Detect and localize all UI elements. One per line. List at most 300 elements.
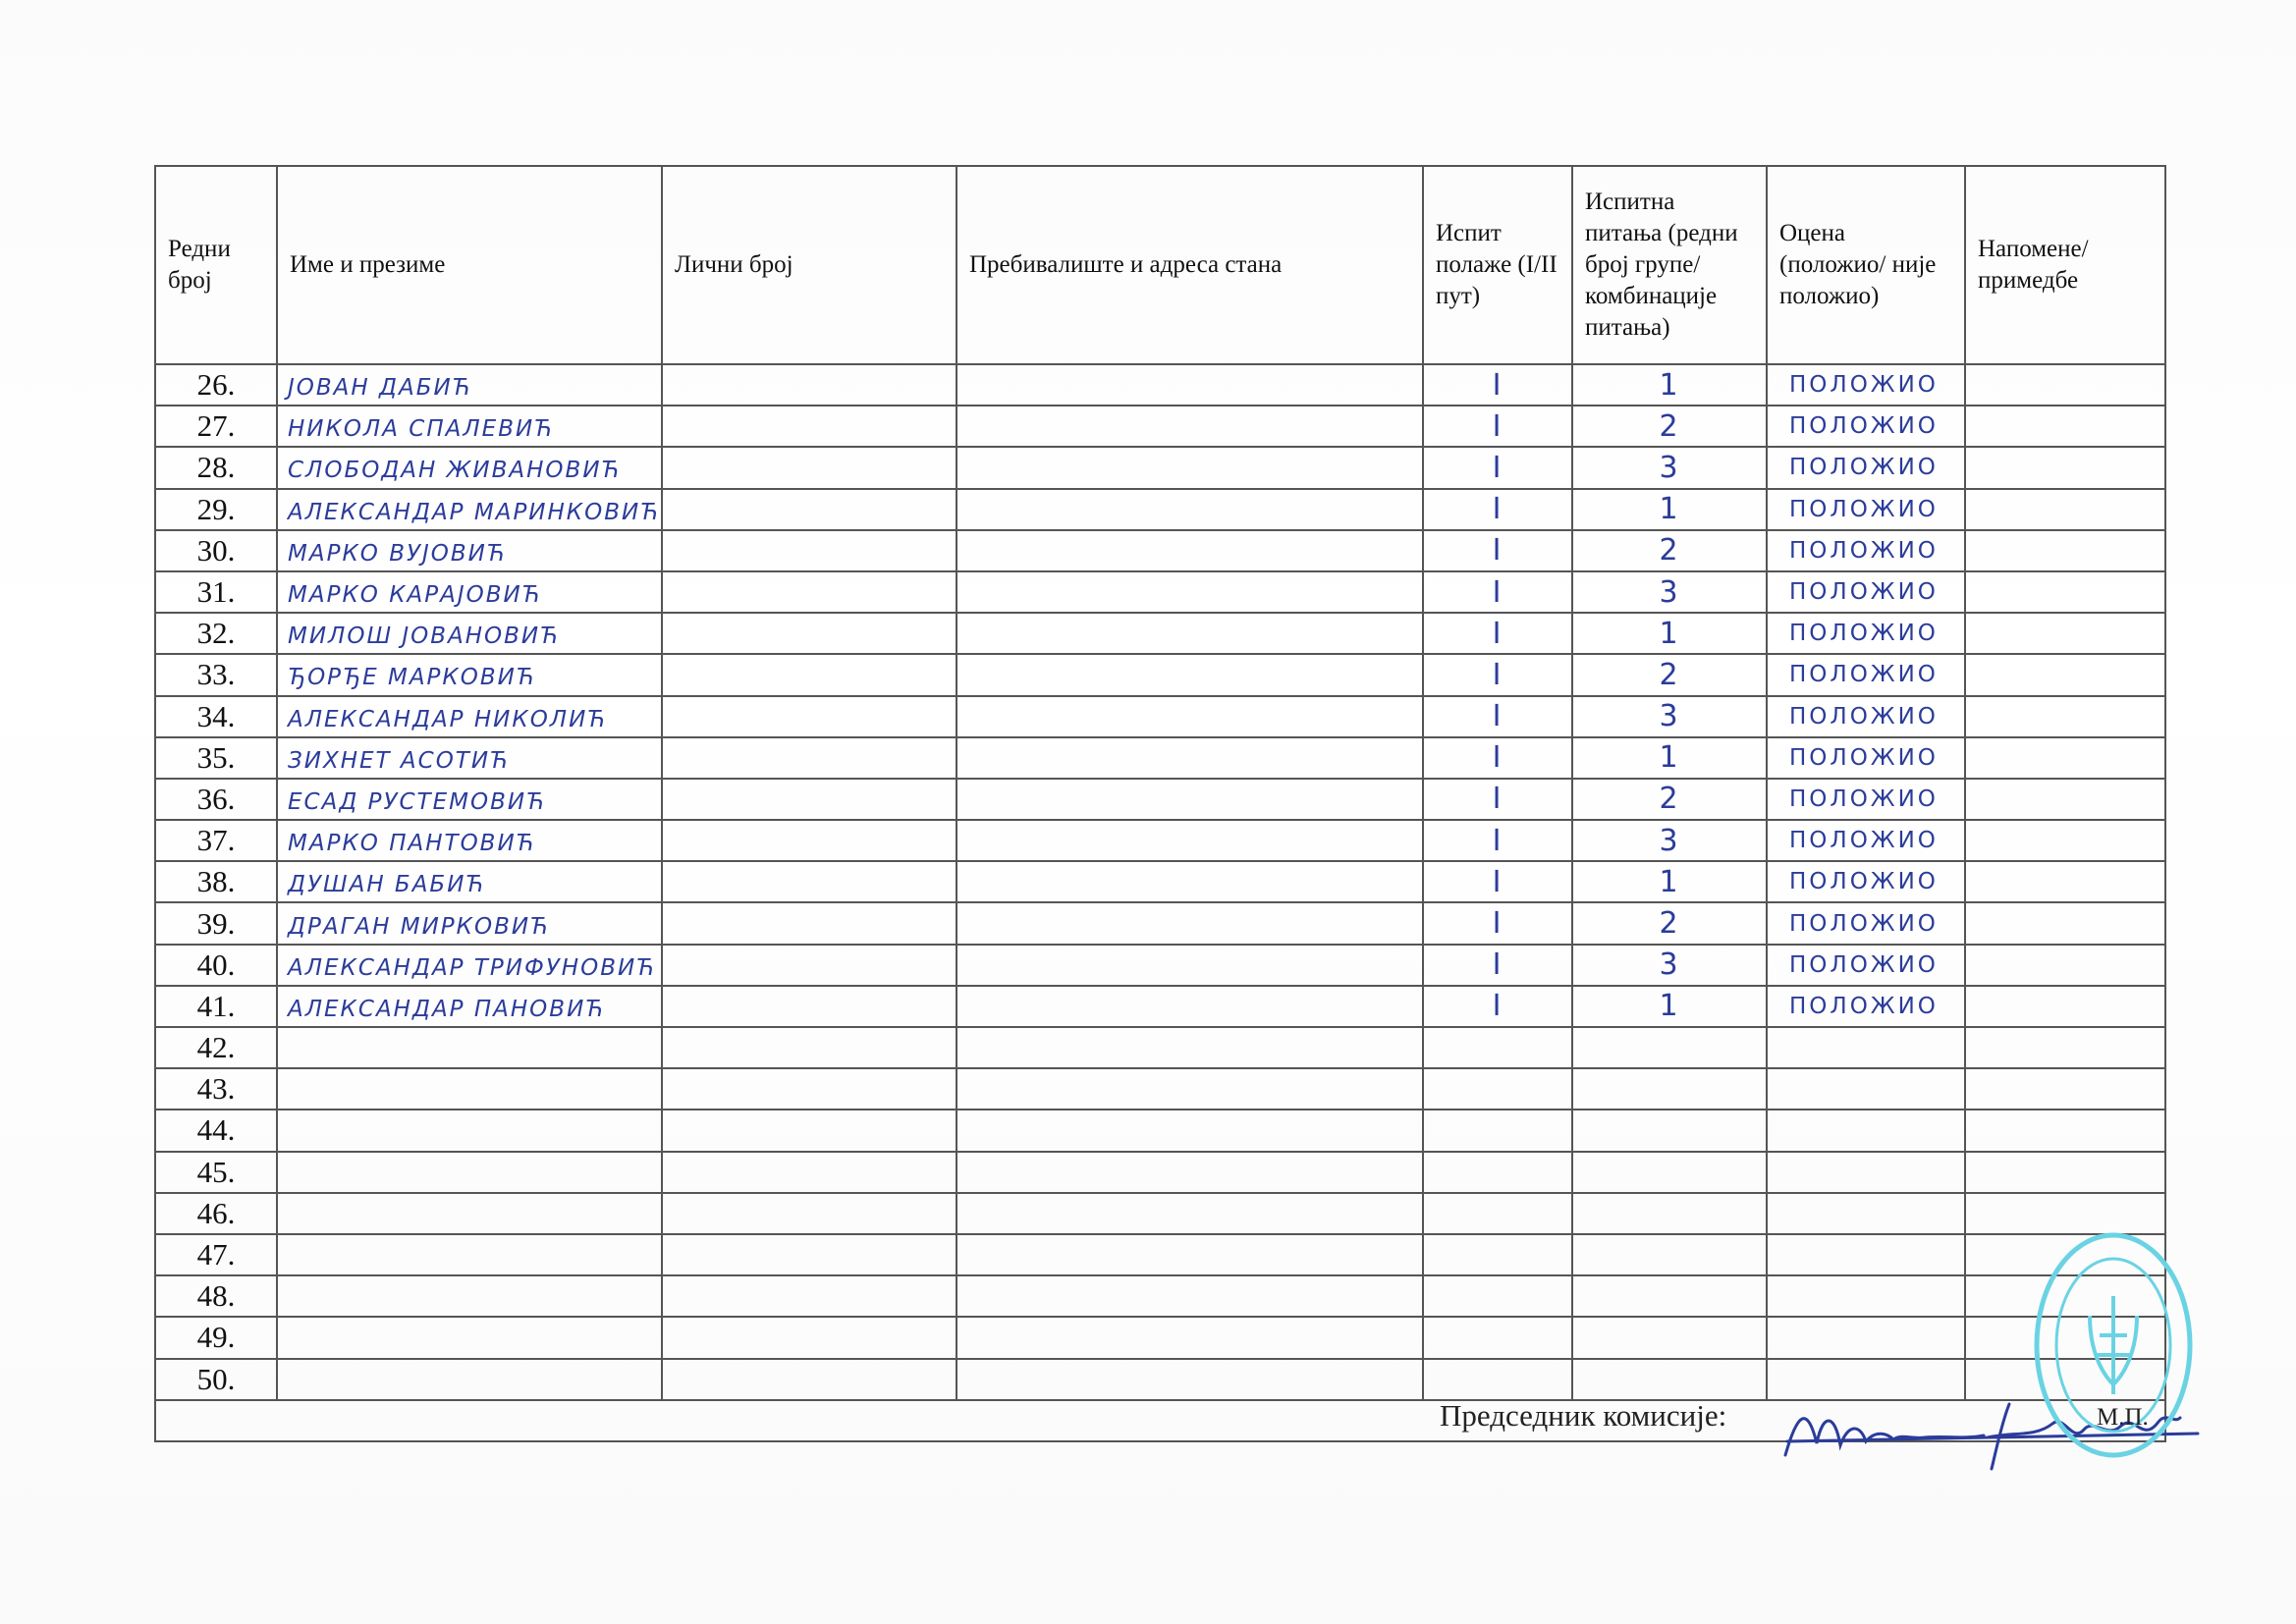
register-rows bbox=[155, 364, 2165, 1400]
exam-attempt bbox=[1423, 571, 1572, 613]
question-group bbox=[1572, 1275, 1767, 1317]
exam-attempt-handwriting: I bbox=[1492, 906, 1503, 942]
address bbox=[957, 737, 1423, 779]
address bbox=[957, 1317, 1423, 1358]
student-name bbox=[277, 489, 662, 530]
question-group bbox=[1572, 1110, 1767, 1151]
student-name bbox=[277, 820, 662, 861]
table-row bbox=[155, 1027, 2165, 1068]
question-group bbox=[1572, 1317, 1767, 1358]
table-row bbox=[155, 986, 2165, 1027]
exam-attempt-handwriting: I bbox=[1492, 533, 1503, 568]
personal-id bbox=[662, 654, 957, 695]
personal-id bbox=[662, 820, 957, 861]
exam-attempt-handwriting: I bbox=[1492, 782, 1503, 817]
notes bbox=[1965, 654, 2165, 695]
col-header-notes: Напомене/ примедбе bbox=[1965, 166, 2165, 364]
grade-handwriting: ПОЛОЖИО bbox=[1789, 744, 1939, 771]
student-name-handwriting bbox=[278, 1286, 288, 1312]
grade bbox=[1767, 1152, 1965, 1193]
question-group bbox=[1572, 986, 1767, 1027]
personal-id bbox=[662, 406, 957, 447]
question-group-handwriting: 3 bbox=[1659, 450, 1680, 485]
col-header-grade: Оцена (положио/ није положио) bbox=[1767, 166, 1965, 364]
table-row bbox=[155, 1068, 2165, 1110]
student-name bbox=[277, 406, 662, 447]
student-name bbox=[277, 1152, 662, 1193]
question-group bbox=[1572, 779, 1767, 820]
grade bbox=[1767, 696, 1965, 737]
row-number: 41. bbox=[155, 986, 277, 1027]
address bbox=[957, 1110, 1423, 1151]
exam-attempt bbox=[1423, 530, 1572, 571]
grade bbox=[1767, 530, 1965, 571]
student-name bbox=[277, 1193, 662, 1234]
exam-register-table bbox=[154, 165, 2166, 1442]
student-name bbox=[277, 737, 662, 779]
grade bbox=[1767, 1234, 1965, 1275]
question-group-handwriting: 2 bbox=[1659, 782, 1680, 817]
question-group bbox=[1572, 364, 1767, 406]
table-row bbox=[155, 447, 2165, 488]
personal-id bbox=[662, 364, 957, 406]
student-name-handwriting bbox=[278, 1245, 288, 1271]
question-group-handwriting: 2 bbox=[1659, 533, 1680, 568]
question-group-handwriting: 1 bbox=[1659, 367, 1680, 403]
student-name bbox=[277, 447, 662, 488]
exam-attempt-handwriting: I bbox=[1492, 989, 1503, 1024]
address bbox=[957, 1027, 1423, 1068]
chair-label: Председник комисије: bbox=[1440, 1398, 1727, 1433]
question-group-handwriting: 2 bbox=[1659, 657, 1680, 692]
question-group bbox=[1572, 571, 1767, 613]
student-name bbox=[277, 1317, 662, 1358]
personal-id bbox=[662, 447, 957, 488]
grade bbox=[1767, 820, 1965, 861]
grade-handwriting: ПОЛОЖИО bbox=[1789, 496, 1939, 522]
table-row bbox=[155, 654, 2165, 695]
address bbox=[957, 1275, 1423, 1317]
exam-attempt bbox=[1423, 696, 1572, 737]
exam-attempt bbox=[1423, 1317, 1572, 1358]
personal-id bbox=[662, 779, 957, 820]
notes bbox=[1965, 1152, 2165, 1193]
grade bbox=[1767, 945, 1965, 986]
row-number: 32. bbox=[155, 613, 277, 654]
address bbox=[957, 406, 1423, 447]
notes bbox=[1965, 945, 2165, 986]
grade bbox=[1767, 364, 1965, 406]
student-name bbox=[277, 902, 662, 944]
exam-attempt bbox=[1423, 861, 1572, 902]
notes bbox=[1965, 1027, 2165, 1068]
personal-id bbox=[662, 1027, 957, 1068]
row-number: 29. bbox=[155, 489, 277, 530]
question-group bbox=[1572, 1068, 1767, 1110]
notes bbox=[1965, 489, 2165, 530]
table-row bbox=[155, 571, 2165, 613]
table-row bbox=[155, 364, 2165, 406]
personal-id bbox=[662, 945, 957, 986]
grade-handwriting: ПОЛОЖИО bbox=[1789, 621, 1939, 647]
exam-attempt bbox=[1423, 613, 1572, 654]
grade-handwriting: ПОЛОЖИО bbox=[1789, 662, 1939, 688]
address bbox=[957, 1193, 1423, 1234]
table-row bbox=[155, 861, 2165, 902]
exam-attempt bbox=[1423, 820, 1572, 861]
grade bbox=[1767, 1110, 1965, 1151]
question-group bbox=[1572, 737, 1767, 779]
student-name-handwriting: СЛОБОДАН ЖИВАНОВИЋ bbox=[288, 458, 622, 484]
row-number: 40. bbox=[155, 945, 277, 986]
exam-attempt bbox=[1423, 1027, 1572, 1068]
question-group bbox=[1572, 861, 1767, 902]
grade bbox=[1767, 489, 1965, 530]
address bbox=[957, 1234, 1423, 1275]
grade-handwriting: ПОЛОЖИО bbox=[1789, 828, 1939, 854]
exam-attempt bbox=[1423, 1068, 1572, 1110]
header-row bbox=[155, 166, 2165, 364]
exam-attempt bbox=[1423, 902, 1572, 944]
exam-attempt bbox=[1423, 1234, 1572, 1275]
mp-stamp-label: М.П. bbox=[2097, 1404, 2149, 1431]
student-name-handwriting: ДРАГАН МИРКОВИЋ bbox=[288, 913, 551, 940]
student-name-handwriting: МАРКО ВУЈОВИЋ bbox=[288, 540, 507, 567]
personal-id bbox=[662, 861, 957, 902]
exam-attempt bbox=[1423, 1152, 1572, 1193]
student-name-handwriting: АЛЕКСАНДАР НИКОЛИЋ bbox=[288, 706, 608, 732]
exam-attempt bbox=[1423, 945, 1572, 986]
student-name-handwriting: МАРКО ПАНТОВИЋ bbox=[288, 831, 536, 857]
notes bbox=[1965, 364, 2165, 406]
grade-handwriting: ПОЛОЖИО bbox=[1789, 910, 1939, 937]
row-number: 26. bbox=[155, 364, 277, 406]
question-group bbox=[1572, 945, 1767, 986]
grade bbox=[1767, 902, 1965, 944]
exam-attempt bbox=[1423, 447, 1572, 488]
grade bbox=[1767, 737, 1965, 779]
personal-id bbox=[662, 489, 957, 530]
row-number: 27. bbox=[155, 406, 277, 447]
col-header-num: Редни број bbox=[155, 166, 277, 364]
table-row bbox=[155, 1275, 2165, 1317]
student-name bbox=[277, 364, 662, 406]
col-header-name: Име и презиме bbox=[277, 166, 662, 364]
question-group bbox=[1572, 1027, 1767, 1068]
student-name bbox=[277, 696, 662, 737]
row-number: 48. bbox=[155, 1275, 277, 1317]
student-name-handwriting bbox=[278, 1204, 288, 1229]
question-group bbox=[1572, 530, 1767, 571]
grade-handwriting: ПОЛОЖИО bbox=[1789, 413, 1939, 440]
table-row bbox=[155, 1317, 2165, 1358]
address bbox=[957, 571, 1423, 613]
student-name bbox=[277, 1068, 662, 1110]
question-group-handwriting: 1 bbox=[1659, 616, 1680, 651]
exam-attempt-handwriting: I bbox=[1492, 450, 1503, 485]
grade bbox=[1767, 986, 1965, 1027]
exam-attempt-handwriting: I bbox=[1492, 699, 1503, 734]
address bbox=[957, 945, 1423, 986]
exam-attempt-handwriting: I bbox=[1492, 657, 1503, 692]
col-header-attempt: Испит полаже (I/II пут) bbox=[1423, 166, 1572, 364]
grade-handwriting: ПОЛОЖИО bbox=[1789, 372, 1939, 399]
notes bbox=[1965, 986, 2165, 1027]
student-name-handwriting: ЂОРЂЕ МАРКОВИЋ bbox=[288, 665, 536, 691]
question-group bbox=[1572, 820, 1767, 861]
student-name-handwriting: ЗИХНЕТ АСОТИЋ bbox=[288, 747, 511, 774]
row-number: 44. bbox=[155, 1110, 277, 1151]
row-number: 49. bbox=[155, 1317, 277, 1358]
grade-handwriting: ПОЛОЖИО bbox=[1789, 703, 1939, 730]
exam-attempt-handwriting: I bbox=[1492, 616, 1503, 651]
student-name bbox=[277, 613, 662, 654]
row-number: 36. bbox=[155, 779, 277, 820]
grade bbox=[1767, 613, 1965, 654]
address bbox=[957, 1152, 1423, 1193]
personal-id bbox=[662, 986, 957, 1027]
personal-id bbox=[662, 1110, 957, 1151]
question-group bbox=[1572, 1193, 1767, 1234]
personal-id bbox=[662, 1193, 957, 1234]
address bbox=[957, 530, 1423, 571]
grade-handwriting: ПОЛОЖИО bbox=[1789, 455, 1939, 481]
student-name bbox=[277, 1359, 662, 1400]
row-number: 47. bbox=[155, 1234, 277, 1275]
question-group-handwriting: 3 bbox=[1659, 699, 1680, 734]
row-number: 34. bbox=[155, 696, 277, 737]
grade bbox=[1767, 861, 1965, 902]
question-group bbox=[1572, 696, 1767, 737]
exam-attempt bbox=[1423, 364, 1572, 406]
notes bbox=[1965, 1068, 2165, 1110]
notes bbox=[1965, 902, 2165, 944]
student-name bbox=[277, 861, 662, 902]
question-group-handwriting: 1 bbox=[1659, 864, 1680, 899]
student-name-handwriting bbox=[278, 1370, 288, 1395]
question-group bbox=[1572, 447, 1767, 488]
grade-handwriting: ПОЛОЖИО bbox=[1789, 785, 1939, 812]
student-name-handwriting: АЛЕКСАНДАР МАРИНКОВИЋ bbox=[288, 499, 661, 525]
grade-handwriting: ПОЛОЖИО bbox=[1789, 993, 1939, 1019]
table-row bbox=[155, 1110, 2165, 1151]
exam-attempt-handwriting: I bbox=[1492, 408, 1503, 444]
notes bbox=[1965, 1110, 2165, 1151]
address bbox=[957, 1359, 1423, 1400]
notes bbox=[1965, 613, 2165, 654]
row-number: 28. bbox=[155, 447, 277, 488]
question-group bbox=[1572, 902, 1767, 944]
row-number: 30. bbox=[155, 530, 277, 571]
row-number: 50. bbox=[155, 1359, 277, 1400]
table-row bbox=[155, 737, 2165, 779]
address bbox=[957, 447, 1423, 488]
exam-attempt-handwriting: I bbox=[1492, 492, 1503, 527]
exam-attempt bbox=[1423, 1110, 1572, 1151]
table-row bbox=[155, 613, 2165, 654]
notes bbox=[1965, 861, 2165, 902]
exam-attempt-handwriting: I bbox=[1492, 947, 1503, 983]
exam-attempt bbox=[1423, 1359, 1572, 1400]
student-name-handwriting: МИЛОШ ЈОВАНОВИЋ bbox=[288, 623, 561, 650]
grade bbox=[1767, 654, 1965, 695]
notes bbox=[1965, 571, 2165, 613]
personal-id bbox=[662, 1275, 957, 1317]
grade-handwriting: ПОЛОЖИО bbox=[1789, 537, 1939, 564]
grade-handwriting: ПОЛОЖИО bbox=[1789, 579, 1939, 606]
grade bbox=[1767, 1068, 1965, 1110]
address bbox=[957, 696, 1423, 737]
personal-id bbox=[662, 530, 957, 571]
exam-attempt-handwriting: I bbox=[1492, 367, 1503, 403]
grade bbox=[1767, 406, 1965, 447]
student-name-handwriting: ЈОВАН ДАБИЋ bbox=[288, 375, 472, 402]
col-header-id: Лични број bbox=[662, 166, 957, 364]
row-number: 38. bbox=[155, 861, 277, 902]
row-number: 31. bbox=[155, 571, 277, 613]
question-group-handwriting: 2 bbox=[1659, 906, 1680, 942]
exam-attempt-handwriting: I bbox=[1492, 574, 1503, 610]
notes bbox=[1965, 447, 2165, 488]
exam-attempt bbox=[1423, 737, 1572, 779]
table-row bbox=[155, 945, 2165, 986]
notes bbox=[1965, 406, 2165, 447]
personal-id bbox=[662, 1359, 957, 1400]
student-name bbox=[277, 986, 662, 1027]
exam-attempt bbox=[1423, 489, 1572, 530]
row-number: 43. bbox=[155, 1068, 277, 1110]
student-name bbox=[277, 1234, 662, 1275]
row-number: 35. bbox=[155, 737, 277, 779]
question-group bbox=[1572, 654, 1767, 695]
exam-attempt bbox=[1423, 1275, 1572, 1317]
student-name-handwriting: НИКОЛА СПАЛЕВИЋ bbox=[288, 416, 555, 443]
question-group-handwriting: 1 bbox=[1659, 492, 1680, 527]
question-group bbox=[1572, 1359, 1767, 1400]
address bbox=[957, 820, 1423, 861]
exam-attempt-handwriting: I bbox=[1492, 823, 1503, 858]
student-name bbox=[277, 1027, 662, 1068]
exam-attempt bbox=[1423, 986, 1572, 1027]
question-group bbox=[1572, 1152, 1767, 1193]
table-row bbox=[155, 1152, 2165, 1193]
grade bbox=[1767, 447, 1965, 488]
address bbox=[957, 613, 1423, 654]
table-row bbox=[155, 696, 2165, 737]
address bbox=[957, 861, 1423, 902]
student-name-handwriting bbox=[278, 1038, 288, 1063]
exam-attempt bbox=[1423, 1193, 1572, 1234]
grade-handwriting: ПОЛОЖИО bbox=[1789, 951, 1939, 978]
row-number: 45. bbox=[155, 1152, 277, 1193]
col-header-address: Пребивалиште и адреса стана bbox=[957, 166, 1423, 364]
row-number: 33. bbox=[155, 654, 277, 695]
notes bbox=[1965, 530, 2165, 571]
student-name-handwriting bbox=[278, 1079, 288, 1105]
table-row bbox=[155, 489, 2165, 530]
row-number: 46. bbox=[155, 1193, 277, 1234]
student-name bbox=[277, 530, 662, 571]
question-group bbox=[1572, 489, 1767, 530]
notes bbox=[1965, 737, 2165, 779]
notes bbox=[1965, 820, 2165, 861]
personal-id bbox=[662, 571, 957, 613]
table-row bbox=[155, 530, 2165, 571]
personal-id bbox=[662, 1234, 957, 1275]
exam-attempt bbox=[1423, 406, 1572, 447]
personal-id bbox=[662, 696, 957, 737]
student-name-handwriting bbox=[278, 1120, 288, 1146]
personal-id bbox=[662, 1152, 957, 1193]
address bbox=[957, 902, 1423, 944]
student-name-handwriting: ЕСАД РУСТЕМОВИЋ bbox=[288, 788, 547, 815]
table-row bbox=[155, 779, 2165, 820]
notes bbox=[1965, 696, 2165, 737]
address bbox=[957, 986, 1423, 1027]
student-name-handwriting bbox=[278, 1327, 288, 1353]
exam-attempt bbox=[1423, 779, 1572, 820]
col-header-questions: Испитна питања (редни број групе/ комбинације питања) bbox=[1572, 166, 1767, 364]
row-number: 37. bbox=[155, 820, 277, 861]
exam-attempt-handwriting: I bbox=[1492, 864, 1503, 899]
student-name bbox=[277, 779, 662, 820]
table-row bbox=[155, 902, 2165, 944]
student-name bbox=[277, 1275, 662, 1317]
question-group-handwriting: 3 bbox=[1659, 947, 1680, 983]
notes bbox=[1965, 779, 2165, 820]
personal-id bbox=[662, 737, 957, 779]
address bbox=[957, 779, 1423, 820]
table-row bbox=[155, 820, 2165, 861]
address bbox=[957, 1068, 1423, 1110]
grade bbox=[1767, 1275, 1965, 1317]
address bbox=[957, 654, 1423, 695]
question-group-handwriting: 1 bbox=[1659, 989, 1680, 1024]
table-row bbox=[155, 406, 2165, 447]
student-name-handwriting: МАРКО КАРАЈОВИЋ bbox=[288, 582, 542, 609]
question-group-handwriting: 3 bbox=[1659, 823, 1680, 858]
student-name-handwriting bbox=[278, 1163, 288, 1188]
address bbox=[957, 364, 1423, 406]
student-name-handwriting: ДУШАН БАБИЋ bbox=[288, 872, 486, 898]
exam-attempt-handwriting: I bbox=[1492, 740, 1503, 776]
personal-id bbox=[662, 1317, 957, 1358]
grade bbox=[1767, 1027, 1965, 1068]
grade bbox=[1767, 779, 1965, 820]
table-row bbox=[155, 1234, 2165, 1275]
personal-id bbox=[662, 1068, 957, 1110]
address bbox=[957, 489, 1423, 530]
question-group bbox=[1572, 613, 1767, 654]
student-name bbox=[277, 945, 662, 986]
student-name bbox=[277, 571, 662, 613]
question-group bbox=[1572, 406, 1767, 447]
grade-handwriting: ПОЛОЖИО bbox=[1789, 869, 1939, 895]
personal-id bbox=[662, 902, 957, 944]
student-name-handwriting: АЛЕКСАНДАР ТРИФУНОВИЋ bbox=[288, 954, 657, 981]
row-number: 42. bbox=[155, 1027, 277, 1068]
grade bbox=[1767, 1317, 1965, 1358]
student-name-handwriting: АЛЕКСАНДАР ПАНОВИЋ bbox=[288, 996, 606, 1022]
question-group bbox=[1572, 1234, 1767, 1275]
table-row bbox=[155, 1193, 2165, 1234]
grade bbox=[1767, 571, 1965, 613]
question-group-handwriting: 1 bbox=[1659, 740, 1680, 776]
grade bbox=[1767, 1193, 1965, 1234]
row-number: 39. bbox=[155, 902, 277, 944]
question-group-handwriting: 2 bbox=[1659, 408, 1680, 444]
exam-attempt bbox=[1423, 654, 1572, 695]
